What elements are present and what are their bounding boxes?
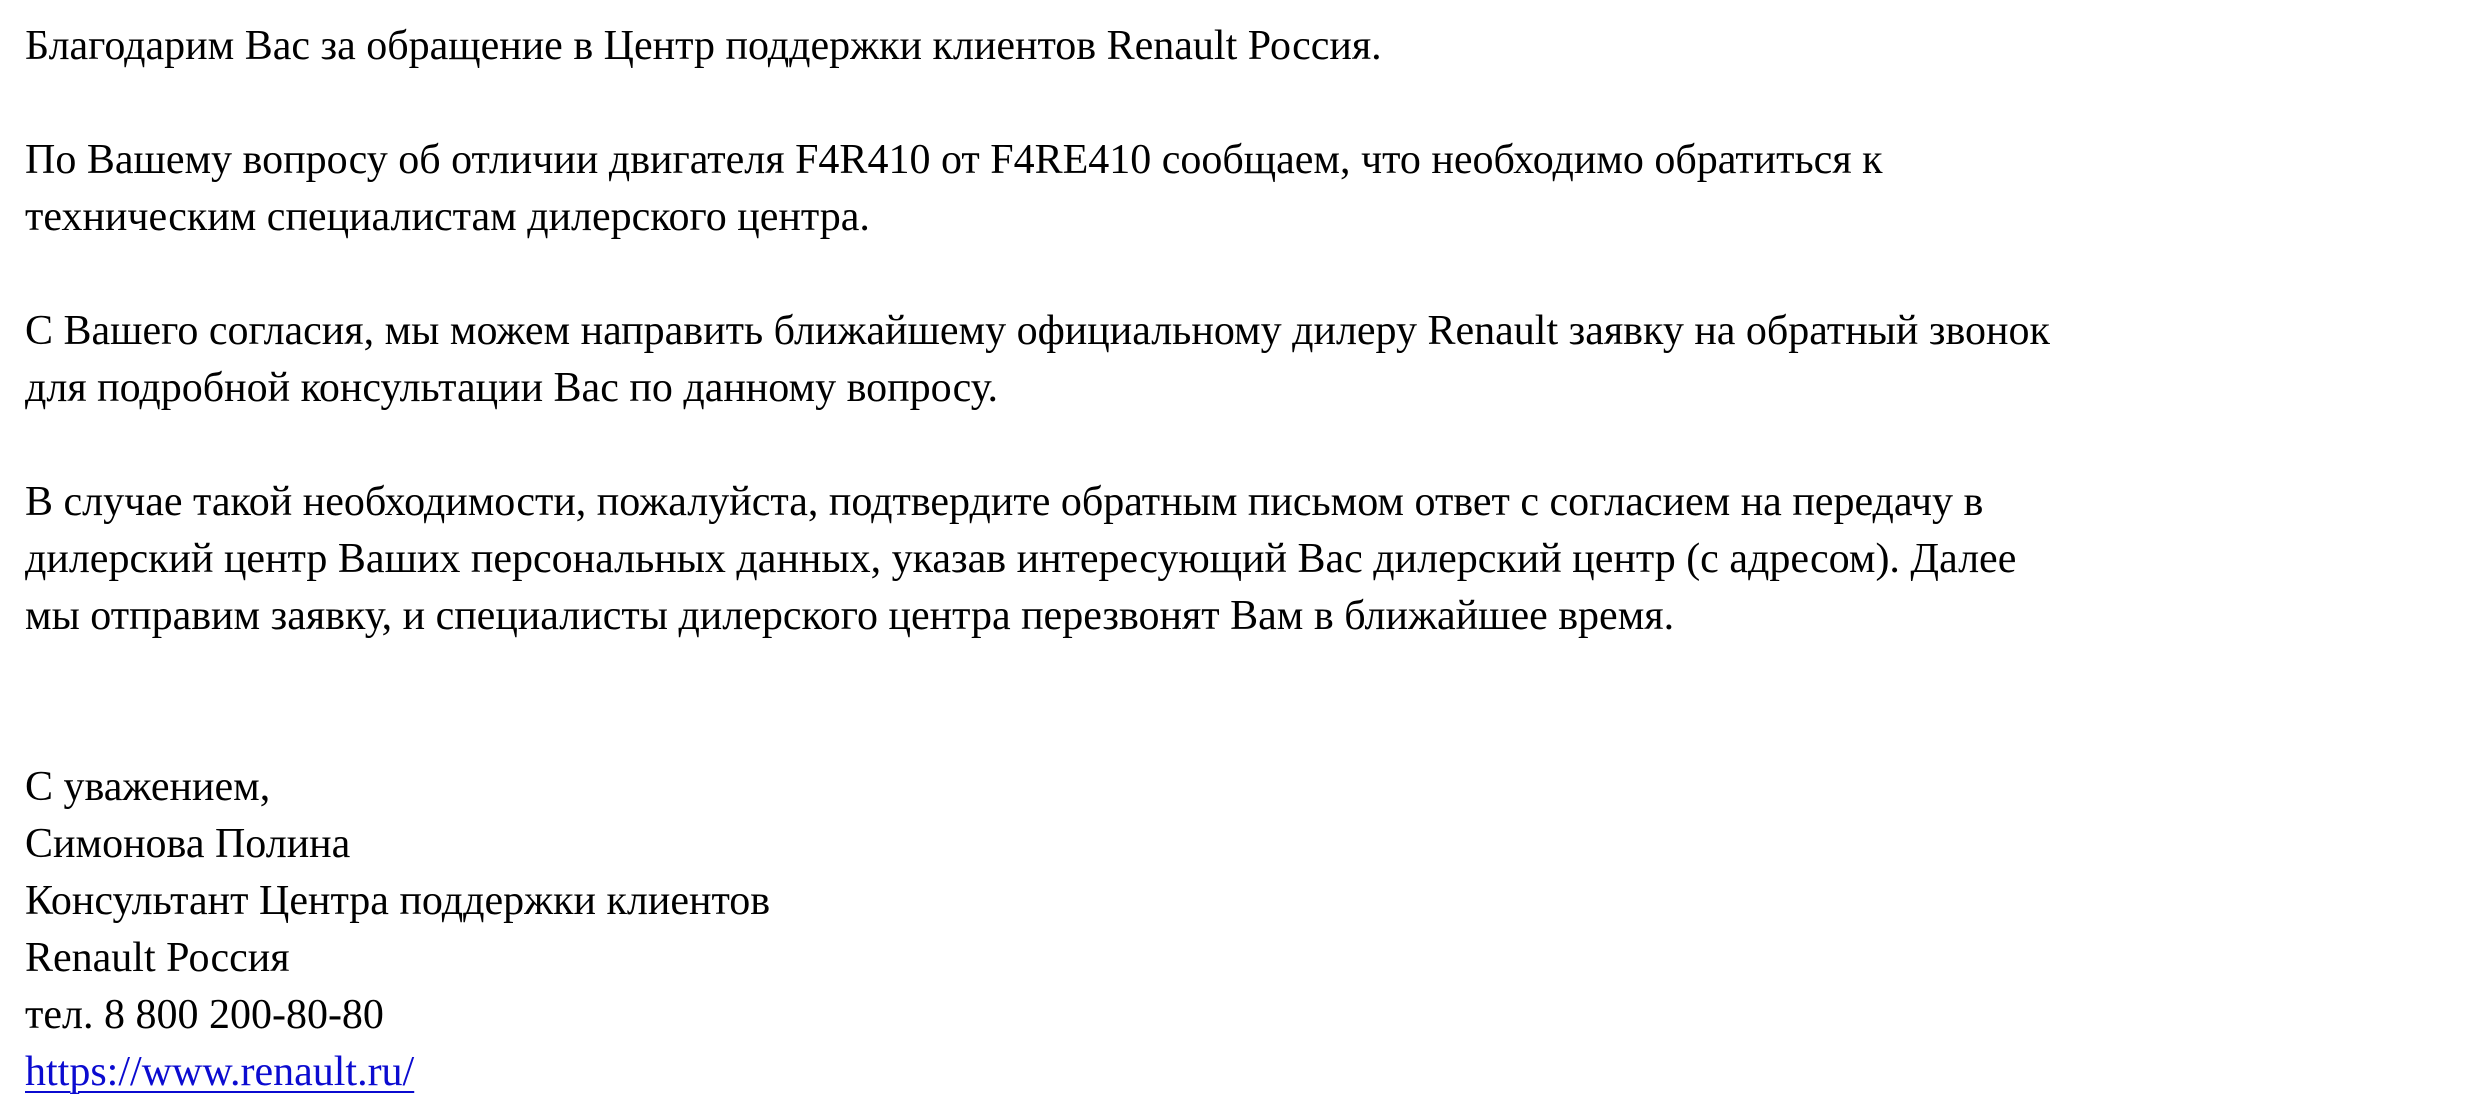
- paragraph-line: техническим специалистам дилерского центра.: [25, 194, 870, 240]
- signature-position: Консультант Центра поддержки клиентов: [25, 878, 771, 924]
- signature-company: Renault Россия: [25, 935, 290, 981]
- paragraph-spacer: [25, 75, 2465, 132]
- paragraph-engine-question: [25, 132, 2465, 246]
- paragraph-line: мы отправим заявку, и специалисты дилерского центра перезвонят Вам в ближайшее время.: [25, 593, 1675, 639]
- signature-website-line: [25, 1044, 2465, 1101]
- paragraph-line: дилерский центр Ваших персональных данных, указав интересующий Вас дилерский центр (с адресом). Далее: [25, 536, 2017, 582]
- paragraph-line: С Вашего согласия, мы можем направить ближайшему официальному дилеру Renault заявку на обратный звонок: [25, 308, 2050, 354]
- signature-phone: тел. 8 800 200-80-80: [25, 992, 384, 1038]
- greeting-text: Благодарим Вас за обращение в Центр поддержки клиентов Renault Россия.: [25, 23, 1382, 69]
- paragraph-line: По Вашему вопросу об отличии двигателя F4R410 от F4RE410 сообщаем, что необходимо обратиться к: [25, 137, 1883, 183]
- paragraph-spacer: [25, 417, 2465, 474]
- paragraph-spacer: [25, 246, 2465, 303]
- signature-block: [25, 759, 2465, 1101]
- paragraph-line: для подробной консультации Вас по данному вопросу.: [25, 365, 999, 411]
- signature-name: Симонова Полина: [25, 821, 351, 867]
- paragraph-line: В случае такой необходимости, пожалуйста, подтвердите обратным письмом ответ с согласием на передачу в: [25, 479, 1984, 525]
- signature-spacer: [25, 645, 2465, 759]
- paragraph-consent-request: [25, 474, 2465, 645]
- website-link[interactable]: https://www.renault.ru/: [25, 1049, 415, 1095]
- signature-closing: С уважением,: [25, 764, 271, 810]
- paragraph-dealer-callback: [25, 303, 2465, 417]
- email-body: [25, 18, 2465, 1101]
